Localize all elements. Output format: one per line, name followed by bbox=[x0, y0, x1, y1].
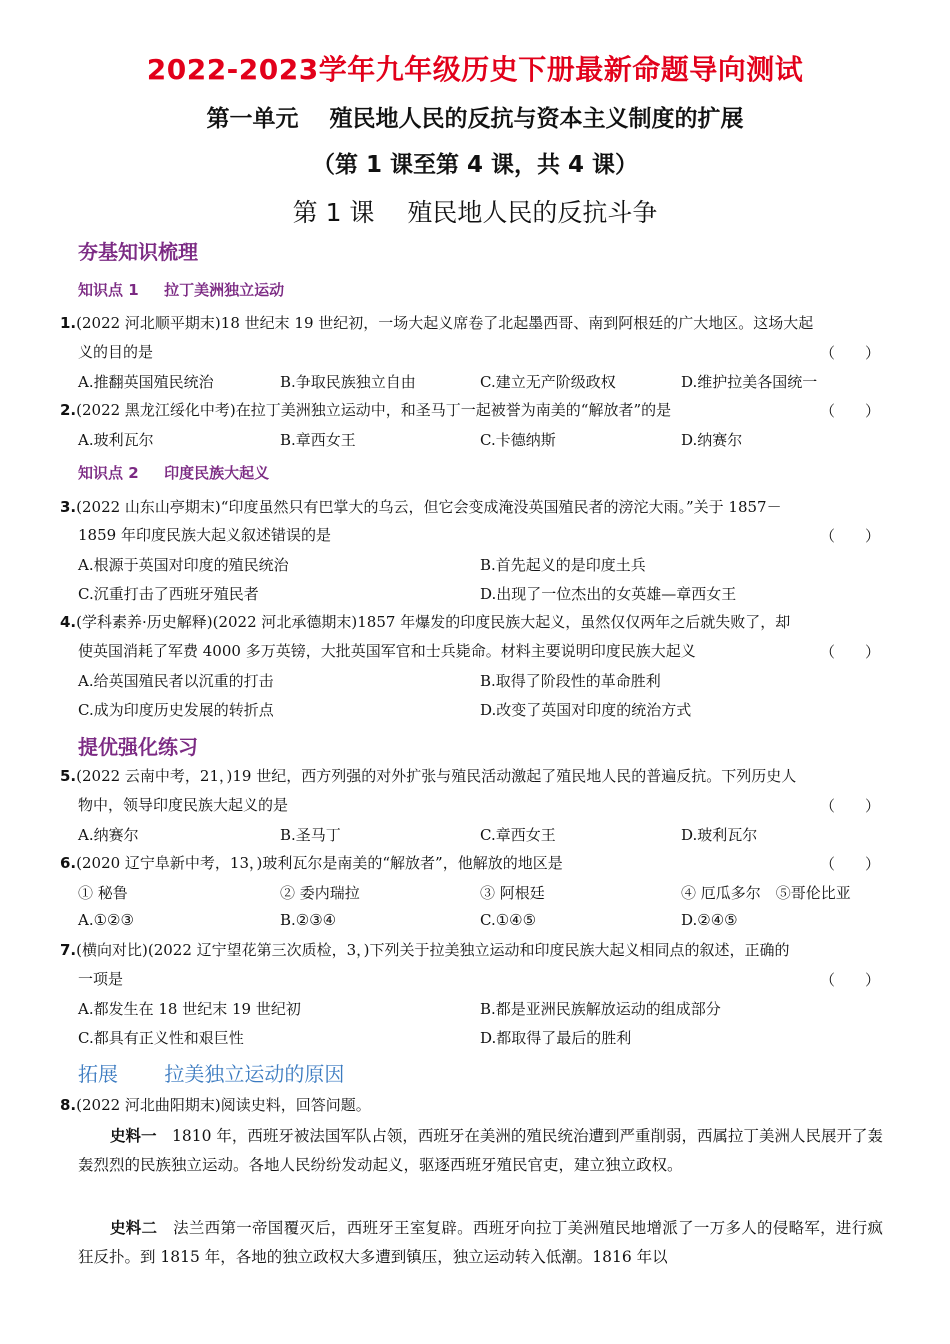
option-d: D.②④⑤ bbox=[681, 911, 738, 929]
item-3: ③ 阿根廷 bbox=[480, 884, 545, 902]
question-stem: (2022 河北曲阳期末)阅读史料，回答问题。 bbox=[76, 1096, 371, 1114]
lesson-range: （第 1 课至第 4 课，共 4 课） bbox=[311, 152, 639, 178]
answer-blank: （ ） bbox=[819, 402, 880, 420]
answer-blank: （ ） bbox=[819, 643, 880, 661]
option-a: A.①②③ bbox=[78, 911, 134, 929]
question-stem: (2022 云南中考，21，)19 世纪，西方列强的对外扩张与殖民活动激起了殖民地人民的普遍反抗。下列历史人 bbox=[76, 767, 797, 785]
question-number: 7. bbox=[60, 941, 77, 959]
option-c: C.成为印度历史发展的转折点 bbox=[78, 701, 274, 719]
option-b: B.取得了阶段性的革命胜利 bbox=[480, 672, 661, 690]
question-5 bbox=[60, 766, 890, 786]
option-d: D.都取得了最后的胜利 bbox=[480, 1029, 632, 1047]
question-number: 2. bbox=[60, 401, 77, 419]
extension-heading: 拓展 拉美独立运动的原因 bbox=[78, 1062, 345, 1086]
material-label: 史料一 bbox=[110, 1127, 157, 1145]
question-8 bbox=[60, 1095, 890, 1115]
section-basic: 夯基知识梳理 bbox=[78, 240, 198, 264]
question-stem-cont: 使英国消耗了军费 4000 多万英镑，大批英国军官和士兵毙命。材料主要说明印度民族大起义 bbox=[78, 642, 696, 660]
option-d: D.玻利瓦尔 bbox=[681, 826, 758, 844]
answer-blank: （ ） bbox=[819, 971, 880, 989]
option-b: B.圣马丁 bbox=[280, 826, 341, 844]
question-stem: (横向对比)(2022 辽宁望花第三次质检，3，)下列关于拉美独立运动和印度民族大起义相同点的叙述，正确的 bbox=[76, 941, 790, 959]
option-a: A.都发生在 18 世纪末 19 世纪初 bbox=[78, 1000, 301, 1018]
question-stem: (学科素养·历史解释)(2022 河北承德期末)1857 年爆发的印度民族大起义，虽然仅仅两年之后就失败了，却 bbox=[76, 613, 791, 631]
option-c: C.章西女王 bbox=[480, 826, 556, 844]
question-number: 8. bbox=[60, 1096, 77, 1114]
option-c: C.建立无产阶级政权 bbox=[480, 373, 616, 391]
option-c: C.卡德纳斯 bbox=[480, 431, 556, 449]
option-c: C.①④⑤ bbox=[480, 911, 537, 929]
option-a: A.玻利瓦尔 bbox=[78, 431, 154, 449]
question-3 bbox=[60, 497, 890, 517]
question-stem: (2020 辽宁阜新中考，13，)玻利瓦尔是南美的“解放者”，他解放的地区是 bbox=[76, 854, 563, 872]
lesson-heading: 第 1 课 殖民地人民的反抗斗争 bbox=[292, 198, 658, 227]
answer-blank: （ ） bbox=[819, 797, 880, 815]
question-stem-cont: 1859 年印度民族大起义叙述错误的是 bbox=[78, 526, 331, 544]
option-a: A.纳赛尔 bbox=[78, 826, 139, 844]
question-stem-cont: 物中，领导印度民族大起义的是 bbox=[78, 796, 289, 814]
item-2: ② 委内瑞拉 bbox=[280, 884, 360, 902]
question-1 bbox=[60, 313, 890, 333]
exam-title: 2022-2023学年九年级历史下册最新命题导向测试 bbox=[146, 53, 804, 86]
question-7 bbox=[60, 940, 890, 960]
unit-heading: 第一单元 殖民地人民的反抗与资本主义制度的扩展 bbox=[206, 106, 744, 132]
option-b: B.章西女王 bbox=[280, 431, 356, 449]
option-a: A.根源于英国对印度的殖民统治 bbox=[78, 556, 289, 574]
item-1: ① 秘鲁 bbox=[78, 884, 128, 902]
option-d: D.出现了一位杰出的女英雄—章西女王 bbox=[480, 585, 737, 603]
option-a: A.给英国殖民者以沉重的打击 bbox=[78, 672, 274, 690]
material-text: 1810 年，西班牙被法国军队占领，西班牙在美洲的殖民统治遭到严重削弱，西属拉丁美洲人民展开了轰轰烈烈的民族独立运动。各地人民纷纷发动起义，驱逐西班牙殖民官吏，建立独立政权。 bbox=[78, 1127, 883, 1174]
option-b: B.首先起义的是印度土兵 bbox=[480, 556, 646, 574]
option-c: C.都具有正义性和艰巨性 bbox=[78, 1029, 244, 1047]
option-d: D.改变了英国对印度的统治方式 bbox=[480, 701, 692, 719]
material-text: 法兰西第一帝国覆灭后，西班牙王室复辟。西班牙向拉丁美洲殖民地增派了一万多人的侵略军，进行疯狂反扑。到 1815 年，各地的独立政权大多遭到镇压，独立运动转入低潮。1816 年以 bbox=[78, 1219, 883, 1266]
material-label: 史料二 bbox=[110, 1219, 158, 1237]
material-2 bbox=[78, 1214, 883, 1272]
question-number: 4. bbox=[60, 613, 77, 631]
section-advanced: 提优强化练习 bbox=[78, 735, 198, 759]
option-a: A.推翻英国殖民统治 bbox=[78, 373, 214, 391]
question-6 bbox=[60, 853, 890, 873]
answer-blank: （ ） bbox=[819, 855, 880, 873]
answer-blank: （ ） bbox=[819, 527, 880, 545]
option-d: D.维护拉美各国统一 bbox=[681, 373, 818, 391]
question-number: 3. bbox=[60, 498, 77, 516]
option-b: B.都是亚洲民族解放运动的组成部分 bbox=[480, 1000, 721, 1018]
question-2 bbox=[60, 400, 890, 420]
question-number: 5. bbox=[60, 767, 77, 785]
question-stem: (2022 山东山亭期末)“印度虽然只有巴掌大的乌云，但它会变成淹没英国殖民者的滂沱大雨。”关于 1857－ bbox=[76, 498, 782, 516]
option-d: D.纳赛尔 bbox=[681, 431, 743, 449]
question-4 bbox=[60, 612, 890, 632]
question-stem-cont: 义的目的是 bbox=[78, 343, 154, 361]
knowledge-point-2: 知识点 2 印度民族大起义 bbox=[78, 464, 270, 482]
answer-blank: （ ） bbox=[819, 344, 880, 362]
question-stem-cont: 一项是 bbox=[78, 970, 124, 988]
option-b: B.争取民族独立自由 bbox=[280, 373, 416, 391]
question-number: 1. bbox=[60, 314, 77, 332]
question-stem: (2022 河北顺平期末)18 世纪末 19 世纪初，一场大起义席卷了北起墨西哥、南到阿根廷的广大地区。这场大起 bbox=[76, 314, 814, 332]
item-4-5: ④ 厄瓜多尔 ⑤哥伦比亚 bbox=[681, 884, 851, 902]
option-c: C.沉重打击了西班牙殖民者 bbox=[78, 585, 259, 603]
question-number: 6. bbox=[60, 854, 77, 872]
material-1 bbox=[78, 1122, 883, 1180]
knowledge-point-1: 知识点 1 拉丁美洲独立运动 bbox=[78, 281, 285, 299]
question-stem: (2022 黑龙江绥化中考)在拉丁美洲独立运动中，和圣马丁一起被誉为南美的“解放者”的是 bbox=[76, 401, 672, 419]
option-b: B.②③④ bbox=[280, 911, 337, 929]
